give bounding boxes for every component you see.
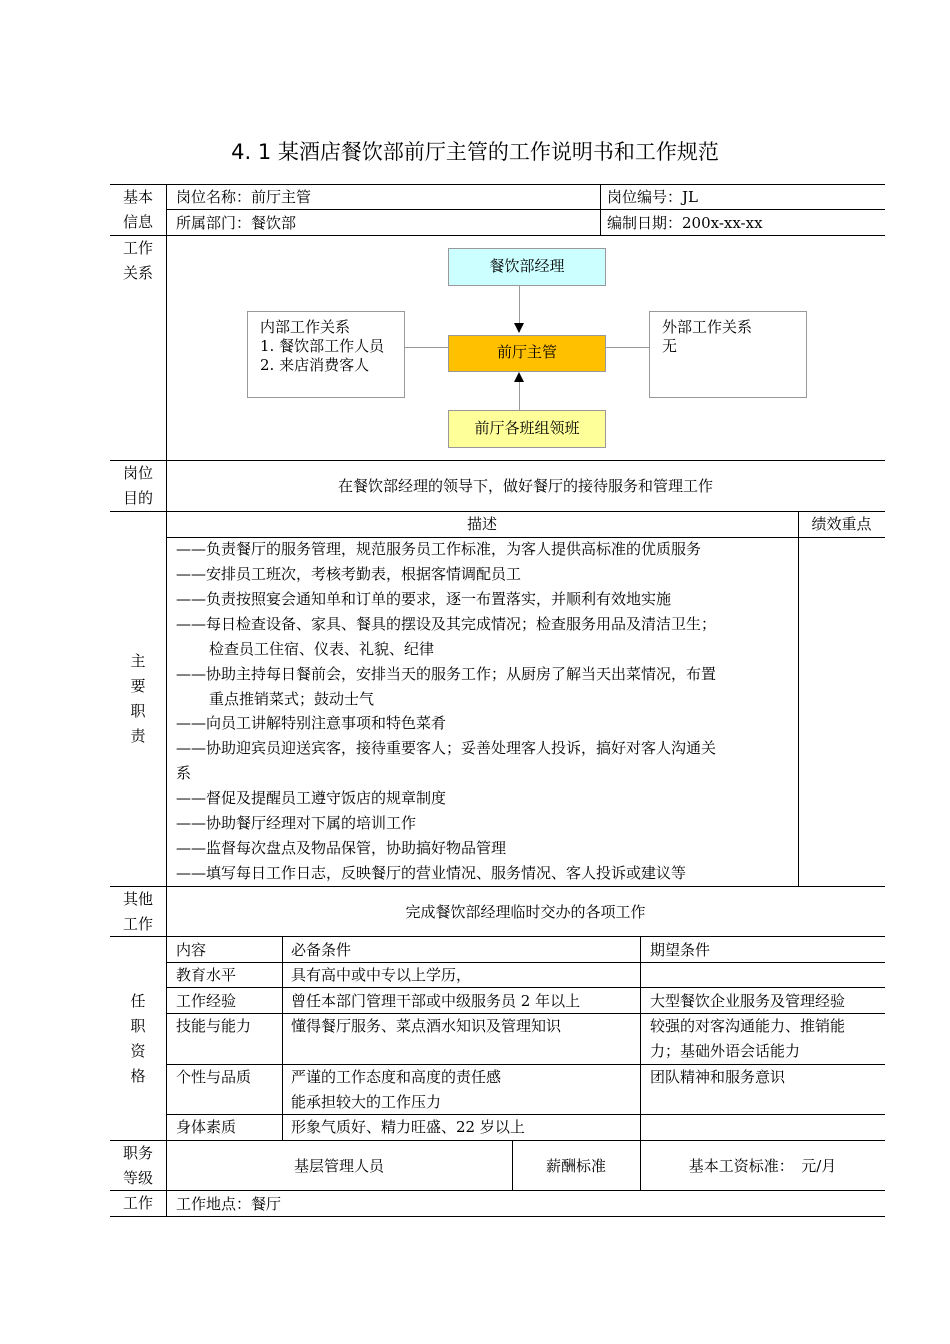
column-divider — [640, 936, 641, 1190]
duty-line: ——监督每次盘点及物品保管，协助搞好物品管理 — [176, 839, 507, 857]
arrow-up-icon — [514, 372, 524, 382]
row-divider — [166, 987, 885, 988]
row-divider — [110, 1190, 885, 1191]
subordinate-box — [448, 410, 606, 448]
row-divider — [110, 511, 885, 512]
qual-expected: 力；基础外语会话能力 — [650, 1042, 801, 1060]
column-divider — [798, 511, 799, 886]
row-divider — [110, 886, 885, 887]
external-relations-box: 外部工作关系 无 — [649, 311, 807, 398]
connector-line — [405, 347, 448, 348]
compile-date: 编制日期：200x-xx-xx — [607, 214, 763, 232]
qual-item: 工作经验 — [176, 992, 237, 1010]
row-divider — [166, 537, 885, 538]
duty-line: ——督促及提醒员工遵守饭店的规章制度 — [176, 789, 447, 807]
salary-label: 薪酬标准 — [545, 1157, 606, 1175]
row-divider — [110, 460, 885, 461]
duty-line: 检查员工住宿、仪表、礼貌、纪律 — [209, 640, 435, 658]
section-label-other: 其他 工作 — [122, 890, 153, 933]
row-divider — [110, 235, 885, 236]
duty-line: ——向员工讲解特别注意事项和特色菜肴 — [176, 714, 447, 732]
row-divider — [166, 1064, 885, 1065]
table-top-border — [110, 184, 885, 185]
duty-line: ——协助主持每日餐前会，安排当天的服务工作；从厨房了解当天出菜情况，布置 — [176, 665, 717, 683]
row-divider — [110, 1140, 885, 1141]
section-label-purpose: 岗位 目的 — [122, 464, 153, 507]
purpose-text: 在餐饮部经理的领导下，做好餐厅的接待服务和管理工作 — [337, 477, 713, 495]
qual-required: 能承担较大的工作压力 — [291, 1093, 442, 1111]
duty-line: ——负责按照宴会通知单和订单的要求，逐一布置落实，并顺利有效地实施 — [176, 590, 672, 608]
row-divider — [166, 1013, 885, 1014]
qual-header-item: 内容 — [176, 941, 207, 959]
duty-line: ——协助迎宾员迎送宾客，接待重要客人；妥善处理客人投诉，搞好对客人沟通关 — [176, 739, 717, 757]
qual-expected: 大型餐饮企业服务及管理经验 — [650, 992, 846, 1010]
connector-line — [519, 382, 520, 410]
qual-required: 曾任本部门管理干部或中级服务员 2 年以上 — [291, 992, 581, 1010]
duty-line: ——填写每日工作日志，反映餐厅的营业情况、服务情况、客人投诉或建议等 — [176, 864, 687, 882]
row-divider — [110, 936, 885, 937]
column-divider — [600, 184, 601, 235]
duty-line: ——协助餐厅经理对下属的培训工作 — [176, 814, 417, 832]
center-box — [448, 335, 606, 372]
table-bottom-border — [110, 1216, 885, 1217]
section-label-duties: 主 要 职 责 — [130, 652, 146, 745]
qual-required: 严谨的工作态度和高度的责任感 — [291, 1068, 502, 1086]
row-divider — [166, 209, 885, 210]
arrow-down-icon — [514, 323, 524, 333]
qual-item: 个性与品质 — [176, 1068, 252, 1086]
duty-line: ——负责餐厅的服务管理，规范服务员工作标准，为客人提供高标准的优质服务 — [176, 540, 702, 558]
qual-item: 技能与能力 — [176, 1017, 252, 1035]
other-work-text: 完成餐饮部经理临时交办的各项工作 — [405, 903, 646, 921]
qual-expected: 较强的对客沟通能力、推销能 — [650, 1017, 846, 1035]
section-label-basic: 基本 信息 — [122, 188, 153, 231]
section-label-grade: 职务 等级 — [122, 1144, 153, 1187]
qual-required: 懂得餐厅服务、菜点酒水知识及管理知识 — [291, 1017, 562, 1035]
duties-header-desc: 描述 — [466, 515, 497, 533]
subordinate-label: 前厅各班组领班 — [474, 419, 580, 437]
qual-required: 具有高中或中专以上学历， — [291, 966, 472, 984]
qual-expected: 团队精神和服务意识 — [650, 1068, 786, 1086]
label-column-divider — [166, 184, 167, 1216]
section-label-qualifications: 任 职 资 格 — [130, 992, 146, 1085]
duty-line: 系 — [176, 764, 192, 782]
manager-label: 餐饮部经理 — [489, 257, 565, 275]
position-code: 岗位编号：JL — [607, 188, 698, 206]
row-divider — [166, 962, 885, 963]
work-location: 工作地点：餐厅 — [176, 1195, 282, 1213]
qual-item: 身体素质 — [176, 1118, 237, 1136]
page-title: 4. 1 某酒店餐饮部前厅主管的工作说明书和工作规范 — [231, 140, 719, 164]
qual-header-expected: 期望条件 — [650, 941, 711, 959]
duty-line: 重点推销菜式；鼓动士气 — [209, 690, 375, 708]
column-divider — [282, 936, 283, 1140]
section-label-relations: 工作 关系 — [122, 239, 153, 282]
section-label-work: 工作 — [122, 1194, 153, 1212]
position-name: 岗位名称：前厅主管 — [176, 188, 312, 206]
grade-level: 基层管理人员 — [293, 1157, 384, 1175]
connector-line — [606, 347, 649, 348]
duty-line: ——安排员工班次，考核考勤表，根据客情调配员工 — [176, 565, 522, 583]
qual-item: 教育水平 — [176, 966, 237, 984]
qual-header-required: 必备条件 — [291, 941, 352, 959]
duties-header-kpi: 绩效重点 — [811, 515, 872, 533]
department: 所属部门：餐饮部 — [176, 214, 297, 232]
manager-box — [448, 248, 606, 286]
salary-value: 基本工资标准： 元/月 — [688, 1157, 837, 1175]
row-divider — [166, 1114, 885, 1115]
qual-required: 形象气质好、精力旺盛、22 岁以上 — [291, 1118, 525, 1136]
center-label: 前厅主管 — [496, 343, 557, 361]
internal-relations-box: 内部工作关系 1. 餐饮部工作人员 2. 来店消费客人 — [247, 311, 405, 398]
duty-line: ——每日检查设备、家具、餐具的摆设及其完成情况；检查服务用品及清洁卫生； — [176, 615, 717, 633]
